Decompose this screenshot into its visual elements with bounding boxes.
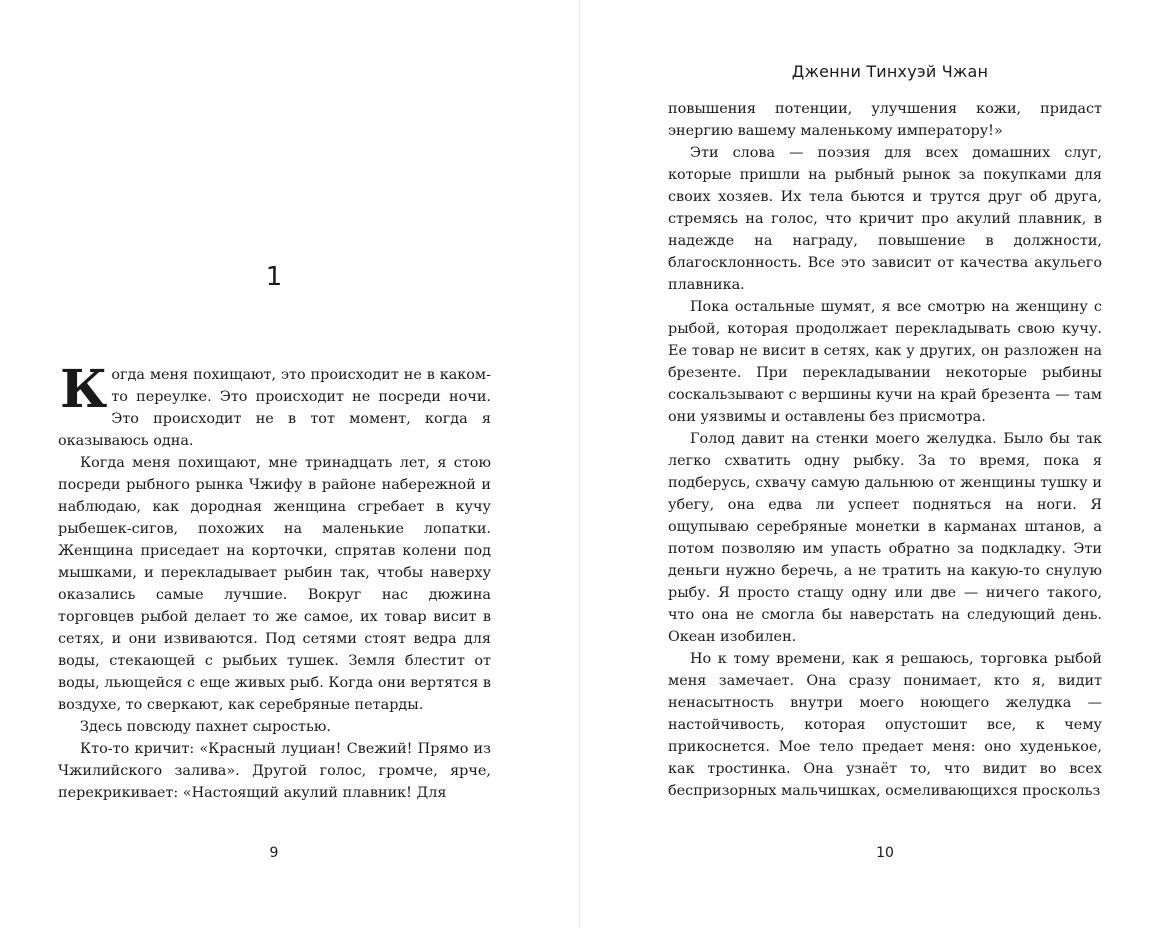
right-page-body [668, 98, 1102, 802]
paragraph: Пока остальные шумят, я все смотрю на женщину с рыбой, которая продолжает перекладывать свою кучу. Ее товар не висит в сетях, как у других, он разложен на брезенте. При перекладывании некоторые рыбины соскальзывают с вершины кучи на край брезента — там они уязвимы и оставлены без присмотра. [668, 299, 1102, 425]
paragraph-text: огда меня похищают, это происходит не в каком-то переулке. Это происходит не посреди ночи. Это происходит не в тот момент, когда я оказываюсь одна. [58, 367, 491, 449]
running-head: Дженни Тинхуэй Чжан [791, 62, 989, 81]
paragraph: Когда меня похищают, мне тринадцать лет, я стою посреди рыбного рынка Чжифу в районе набережной и наблюдаю, как дородная женщина сгребает в кучу рыбешек-сигов, похожих на маленькие лопатки. Женщина приседает на корточки, спрятав колени под мышками, и перекладывает рыбин так, чтобы наверху оказались самые лучшие. Вокруг нас дюжина торговцев рыбой делает то же самое, их товар висит в сетях, и они извиваются. Под сетями стоят ведра для воды, стекающей с рыбьих тушек. Земля блестит от воды, льющейся с еще живых рыб. Когда они вертятся в воздухе, то сверкают, как серебряные петарды. [58, 455, 491, 713]
drop-cap: К [60, 359, 108, 420]
paragraph: Здесь повсюду пахнет сыростью. [80, 719, 331, 735]
left-page-body [58, 359, 491, 804]
paragraph: повышения потенции, улучшения кожи, придаст энергию вашему маленькому императору!» [668, 101, 1102, 139]
paragraph: Кто-то кричит: «Красный луциан! Свежий! Прямо из Чжилийского залива». Другой голос, громче, ярче, перекрикивает: «Настоящий акулий плавник! Для [58, 741, 491, 801]
paragraph: Эти слова — поэзия для всех домашних слуг, которые пришли на рыбный рынок за покупками для своих хозяев. Их тела бьются и трутся друг об друга, стремясь на голос, что кричит про акулий плавник, в надежде на награду, повышение в должности, благосклонность. Все это зависит от качества акульего плавника. [668, 145, 1102, 293]
paragraph: Голод давит на стенки моего желудка. Было бы так легко схватить одну рыбку. За то время, пока я подберусь, схвачу самую дальнюю от женщины тушку и убегу, она едва ли успеет подняться на ноги. Я ощупываю серебряные монетки в карманах штанов, а потом позволяю им упасть обратно за подкладку. Эти деньги нужно беречь, а не тратить на какую-то снулую рыбу. Я просто стащу одну или две — ничего такого, что она не смогла бы наверстать на следующий день. Океан изобилен. [668, 431, 1102, 645]
paragraph: Но к тому времени, как я решаюсь, торговка рыбой меня замечает. Она сразу понимает, кто я, видит ненасытность внутри моего ноющего желудка — настойчивость, которая опустошит все, к чему прикоснется. Мое тело предает меня: оно худенькое, как тростинка. Она узнаёт то, что видит во всех беспризорных мальчишках, осмеливающихся проскольз [668, 651, 1102, 799]
right-page [580, 0, 1153, 928]
paragraph [58, 359, 491, 452]
page-number: 9 [269, 845, 279, 861]
page-number: 10 [876, 845, 894, 861]
chapter-number: 1 [265, 262, 283, 292]
